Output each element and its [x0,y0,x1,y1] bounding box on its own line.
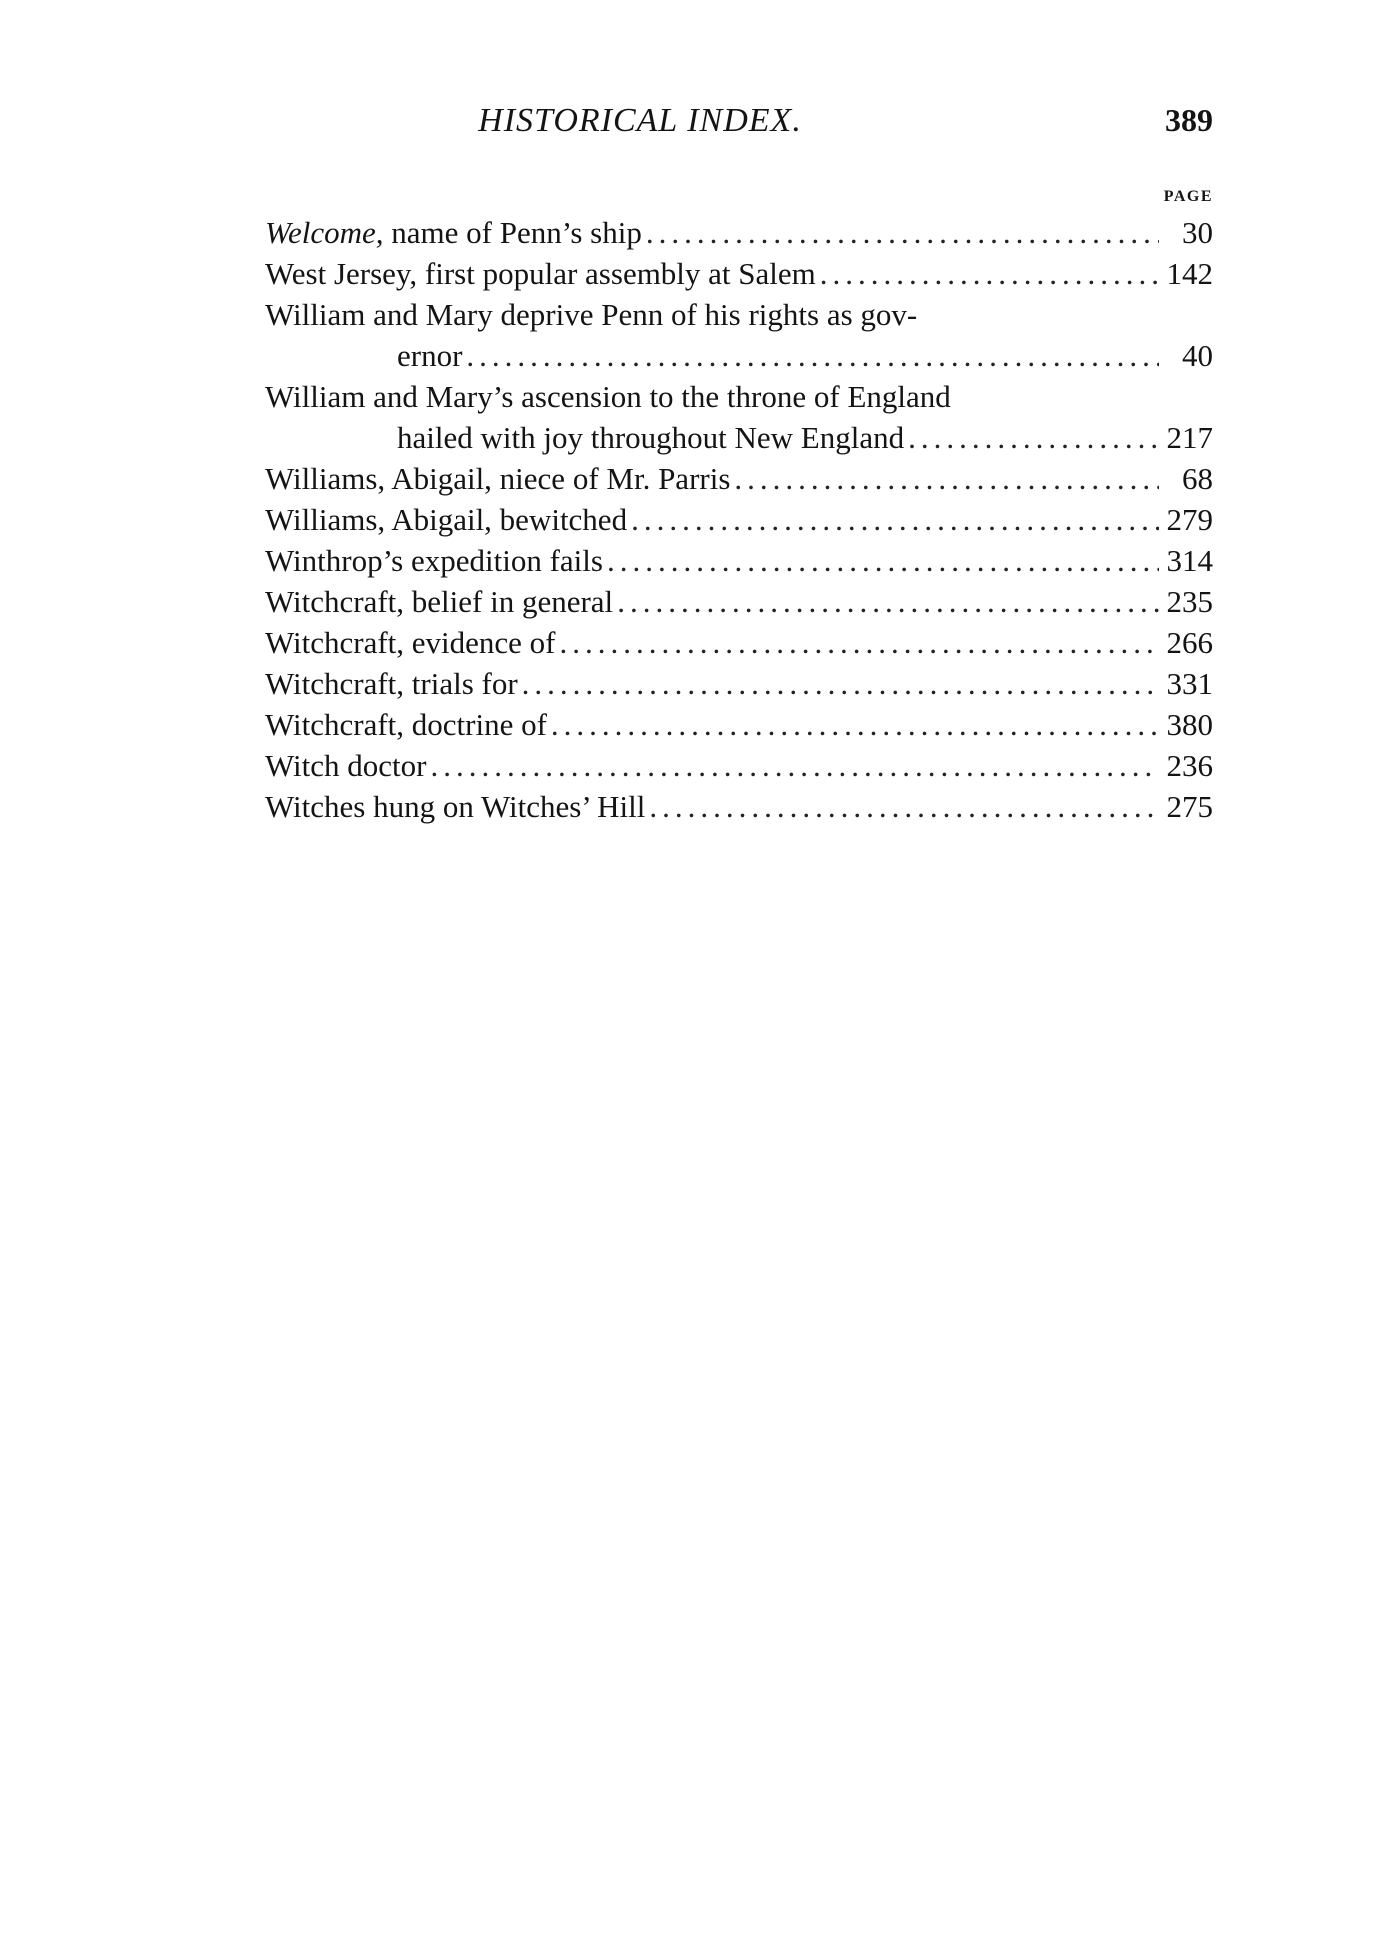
entry-term: Witchcraft, belief in general [265,584,614,619]
entry-page-number: 217 [1166,420,1213,455]
entry-term: Witchcraft, evidence of [265,625,556,660]
entry-page-number: 314 [1166,543,1213,578]
running-title: HISTORICAL INDEX. [478,102,802,139]
entry-page-number: 30 [1182,215,1213,250]
entry-page-number: 236 [1166,748,1213,783]
index-entry [265,581,1213,622]
index-list [265,184,1213,827]
entry-page-number: 235 [1166,584,1213,619]
entry-term: Witches hung on Witches’ Hill [265,789,646,824]
dot-leader [908,417,1159,458]
dot-leader [560,622,1159,663]
entry-term: Witchcraft, trials for [265,666,518,701]
entry-term: Williams, Abigail, niece of Mr. Parris [265,461,731,496]
entry-page-number: 331 [1166,666,1213,701]
dot-leader [631,499,1159,540]
dot-leader [734,458,1159,499]
entry-term-line-1: William and Mary’s ascension to the throne of England [265,379,951,414]
dot-leader [522,663,1159,704]
dot-leader [607,540,1159,581]
entry-page-number: 380 [1166,707,1213,742]
entry-page-number: 279 [1166,502,1213,537]
dot-leader [430,745,1159,786]
index-entry [265,704,1213,745]
page-column-label: PAGE [1163,188,1213,205]
index-entry [265,622,1213,663]
index-entry [265,376,1213,458]
page-number: 389 [1165,102,1213,138]
dot-leader [649,786,1159,827]
entry-term: Witchcraft, doctrine of [265,707,547,742]
entry-italic-term: Welcome, [265,215,384,250]
index-entry [265,458,1213,499]
entry-term-continuation: ernor [397,338,463,373]
running-head [265,102,1213,146]
dot-leader [820,253,1159,294]
dot-leader [646,212,1159,253]
index-entry [265,663,1213,704]
dot-leader [617,581,1159,622]
dot-leader [551,704,1159,745]
index-entry [265,499,1213,540]
index-entry [265,294,1213,376]
index-entry [265,786,1213,827]
entry-term-continuation: hailed with joy throughout New England [397,420,905,455]
entry-term: name of Penn’s ship [383,215,642,250]
index-entry [265,745,1213,786]
entry-term: West Jersey, first popular assembly at Salem [265,256,816,291]
index-entry [265,540,1213,581]
entry-page-number: 68 [1182,461,1213,496]
entry-page-number: 142 [1166,256,1213,291]
entry-term: Williams, Abigail, bewitched [265,502,628,537]
entry-page-number: 275 [1166,789,1213,824]
entry-term-line-1: William and Mary deprive Penn of his rights as gov- [265,297,918,332]
dot-leader [466,335,1159,376]
entry-term: Witch doctor [265,748,427,783]
entry-page-number: 266 [1166,625,1213,660]
index-entry [265,253,1213,294]
entry-page-number: 40 [1182,338,1213,373]
entry-text [265,212,642,253]
entry-term: Winthrop’s expedition fails [265,543,603,578]
index-entry [265,212,1213,253]
